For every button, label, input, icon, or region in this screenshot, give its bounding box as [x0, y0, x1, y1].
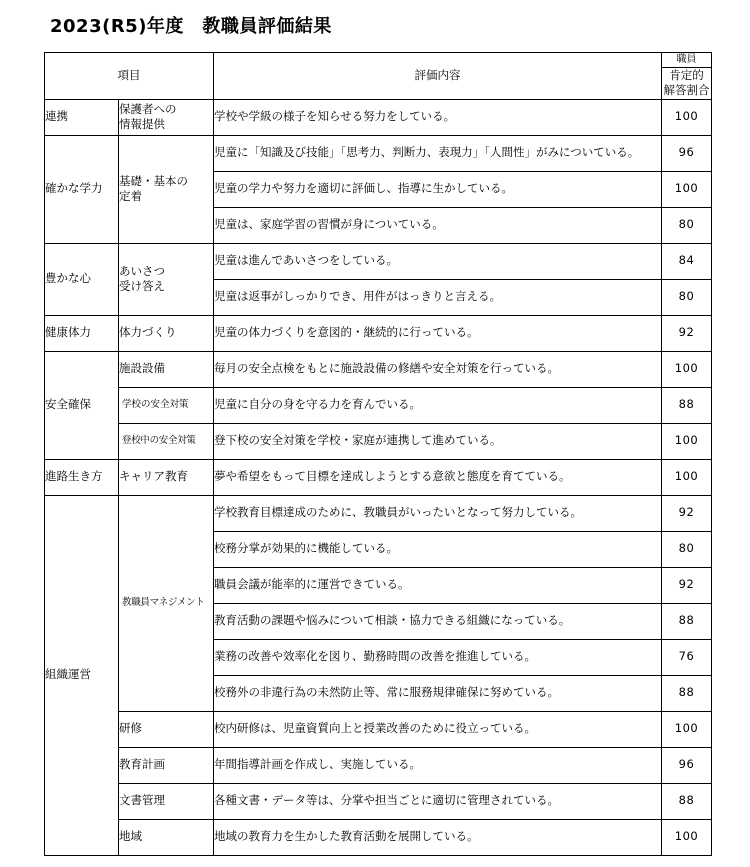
row-text: 地域の教育力を生かした教育活動を展開している。 — [214, 819, 662, 855]
table-row — [45, 819, 712, 855]
row-value: 100 — [662, 171, 712, 207]
table-row — [45, 315, 712, 351]
row-text: 登下校の安全対策を学校・家庭が連携して進めている。 — [214, 423, 662, 459]
category-shinro: 進路生き方 — [45, 459, 119, 495]
row-text: 校務分掌が効果的に機能している。 — [214, 531, 662, 567]
row-text: 業務の改善や效率化を図り、勤務時間の改善を推進している。 — [214, 639, 662, 675]
category-anzen: 安全確保 — [45, 351, 119, 459]
row-text: 校務外の非違行為の未然防止等、常に服務規律確保に努めている。 — [214, 675, 662, 711]
table-row — [45, 243, 712, 279]
category-soshiki: 組織運営 — [45, 495, 119, 855]
subcategory-aisatsu-line1: あいさつ — [119, 263, 165, 278]
subcategory-hogosha — [119, 99, 214, 135]
category-tashikana: 確かな学力 — [45, 135, 119, 243]
subcategory-chiiki: 地域 — [119, 819, 214, 855]
row-value: 96 — [662, 135, 712, 171]
row-value: 92 — [662, 567, 712, 603]
header-rate-top: 職員 — [662, 53, 711, 68]
row-value: 100 — [662, 423, 712, 459]
table-row — [45, 711, 712, 747]
subcategory-kenshu: 研修 — [119, 711, 214, 747]
table-row — [45, 387, 712, 423]
subcategory-tairyoku: 体力づくり — [119, 315, 214, 351]
row-text: 児童は進んであいさつをしている。 — [214, 243, 662, 279]
row-text: 児童に自分の身を守る力を育んでいる。 — [214, 387, 662, 423]
subcategory-aisatsu-line2: 受け答え — [119, 279, 165, 294]
row-value: 88 — [662, 675, 712, 711]
table-row — [45, 459, 712, 495]
table-row — [45, 495, 712, 531]
row-text: 毎月の安全点検をもとに施設設備の修繕や安全対策を行っている。 — [214, 351, 662, 387]
row-value: 88 — [662, 387, 712, 423]
header-rate-line1: 肯定的 — [669, 67, 704, 82]
row-value: 100 — [662, 819, 712, 855]
row-text: 児童は、家庭学習の習慣が身についている。 — [214, 207, 662, 243]
subcategory-kiso-line1: 基礎・基本の — [119, 173, 188, 188]
subcategory-keikaku: 教育計画 — [119, 747, 214, 783]
subcategory-tokou: 登校中の安全対策 — [119, 423, 214, 459]
row-value: 100 — [662, 459, 712, 495]
subcategory-career: キャリア教育 — [119, 459, 214, 495]
row-text: 年間指導計画を作成し、実施している。 — [214, 747, 662, 783]
row-value: 100 — [662, 99, 712, 135]
table-header-row — [45, 53, 712, 100]
header-content: 評価内容 — [214, 53, 662, 100]
row-value: 76 — [662, 639, 712, 675]
row-text: 夢や希望をもって目標を達成しようとする意欲と態度を育てている。 — [214, 459, 662, 495]
row-value: 80 — [662, 531, 712, 567]
row-value: 92 — [662, 315, 712, 351]
row-text: 学校や学級の様子を知らせる努力をしている。 — [214, 99, 662, 135]
subcategory-bunsho: 文書管理 — [119, 783, 214, 819]
subcategory-kiso — [119, 135, 214, 243]
row-value: 88 — [662, 603, 712, 639]
row-value: 100 — [662, 711, 712, 747]
table-row — [45, 747, 712, 783]
table-row — [45, 783, 712, 819]
row-text: 児童に「知識及び技能」「思考力、判断力、表現力」「人間性」がみについている。 — [214, 135, 662, 171]
category-kenko: 健康体力 — [45, 315, 119, 351]
page-title: 2023(R5)年度 教職員評価結果 — [50, 16, 332, 37]
row-value: 80 — [662, 279, 712, 315]
row-text: 児童の体力づくりを意図的・継続的に行っている。 — [214, 315, 662, 351]
row-text: 校内研修は、児童資質向上と授業改善のために役立っている。 — [214, 711, 662, 747]
subcategory-gakko-anzen: 学校の安全対策 — [119, 387, 214, 423]
evaluation-table — [44, 52, 712, 856]
subcategory-hogosha-line1: 保護者への — [119, 101, 177, 116]
subcategory-hogosha-line2: 情報提供 — [119, 117, 165, 132]
row-value: 92 — [662, 495, 712, 531]
category-yutakana: 豊かな心 — [45, 243, 119, 315]
table-row — [45, 135, 712, 171]
subcategory-aisatsu — [119, 243, 214, 315]
row-text: 各種文書・データ等は、分掌や担当ごとに適切に管理されている。 — [214, 783, 662, 819]
table-row — [45, 351, 712, 387]
header-item: 項目 — [45, 53, 214, 100]
row-value: 80 — [662, 207, 712, 243]
row-value: 88 — [662, 783, 712, 819]
subcategory-kiso-line2: 定着 — [119, 189, 142, 204]
header-rate — [662, 53, 712, 100]
table-row — [45, 423, 712, 459]
header-rate-line2: 解答割合 — [663, 83, 710, 98]
row-value: 84 — [662, 243, 712, 279]
row-value: 96 — [662, 747, 712, 783]
row-text: 児童の学力や努力を適切に評価し、指導に生かしている。 — [214, 171, 662, 207]
category-renkei: 連携 — [45, 99, 119, 135]
row-value: 100 — [662, 351, 712, 387]
row-text: 児童は返事がしっかりでき、用件がはっきりと言える。 — [214, 279, 662, 315]
row-text: 職員会議が能率的に運営できている。 — [214, 567, 662, 603]
subcategory-management: 教職員マネジメント — [119, 495, 214, 711]
row-text: 学校教育目標達成のために、教職員がいったいとなって努力している。 — [214, 495, 662, 531]
subcategory-shisetsu: 施設設備 — [119, 351, 214, 387]
table-row — [45, 99, 712, 135]
row-text: 教育活動の課題や悩みについて相談・協力できる組織になっている。 — [214, 603, 662, 639]
